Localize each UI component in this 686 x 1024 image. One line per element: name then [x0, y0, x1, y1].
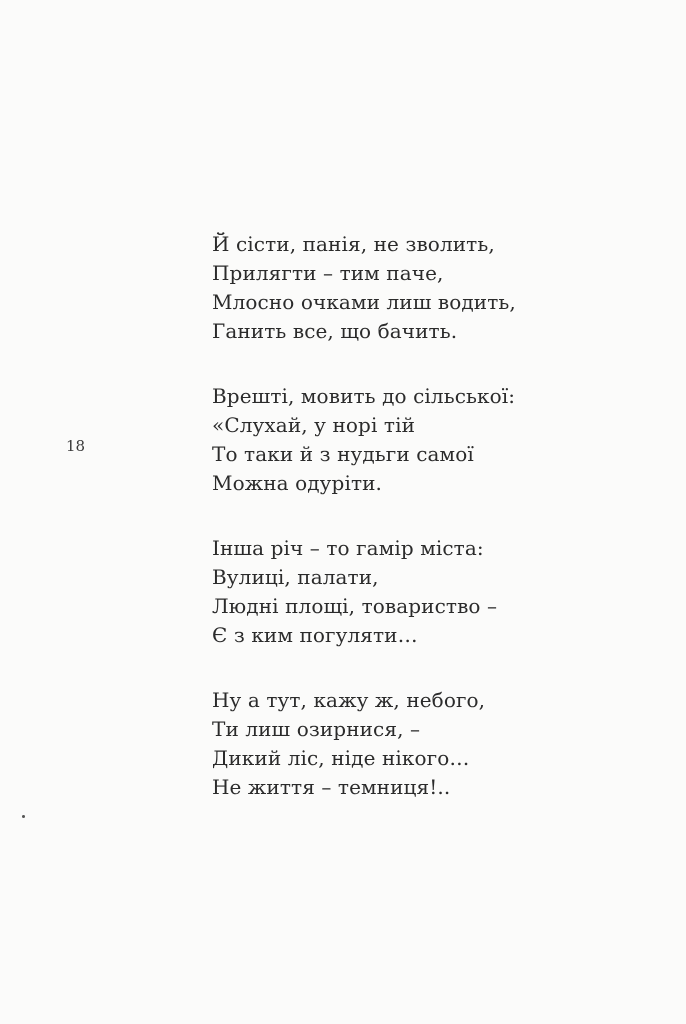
poem — [212, 230, 632, 838]
poem-line: Млосно очками лиш водить, — [212, 290, 516, 314]
poem-line: Й сісти, панія, не зволить, — [212, 232, 495, 256]
stanza-4 — [212, 686, 632, 802]
poem-line: Ти лиш озирнися, – — [212, 717, 421, 741]
poem-line: Врешті, мовить до сільської: — [212, 384, 516, 408]
poem-line: То таки й з нудьги самої — [212, 442, 474, 466]
stanza-1 — [212, 230, 632, 346]
poem-line: «Слухай, у норі тій — [212, 413, 416, 437]
poem-line: Можна одуріти. — [212, 471, 383, 495]
poem-line: Дикий ліс, ніде нікого… — [212, 746, 470, 770]
page-number: 18 — [66, 437, 86, 455]
poem-line: Є з ким погуляти… — [212, 623, 418, 647]
poem-line: Ну а тут, кажу ж, небого, — [212, 688, 486, 712]
poem-line: Прилягти – тим паче, — [212, 261, 444, 285]
stanza-3 — [212, 534, 632, 650]
poem-line: Не життя – темниця!.. — [212, 775, 451, 799]
poem-line: Вулиці, палати, — [212, 565, 379, 589]
poem-line: Інша річ – то гамір міста: — [212, 536, 484, 560]
poem-line: Людні площі, товариство – — [212, 594, 498, 618]
poem-line: Ганить все, що бачить. — [212, 319, 458, 343]
paper-speck — [22, 815, 25, 818]
stanza-2 — [212, 382, 632, 498]
